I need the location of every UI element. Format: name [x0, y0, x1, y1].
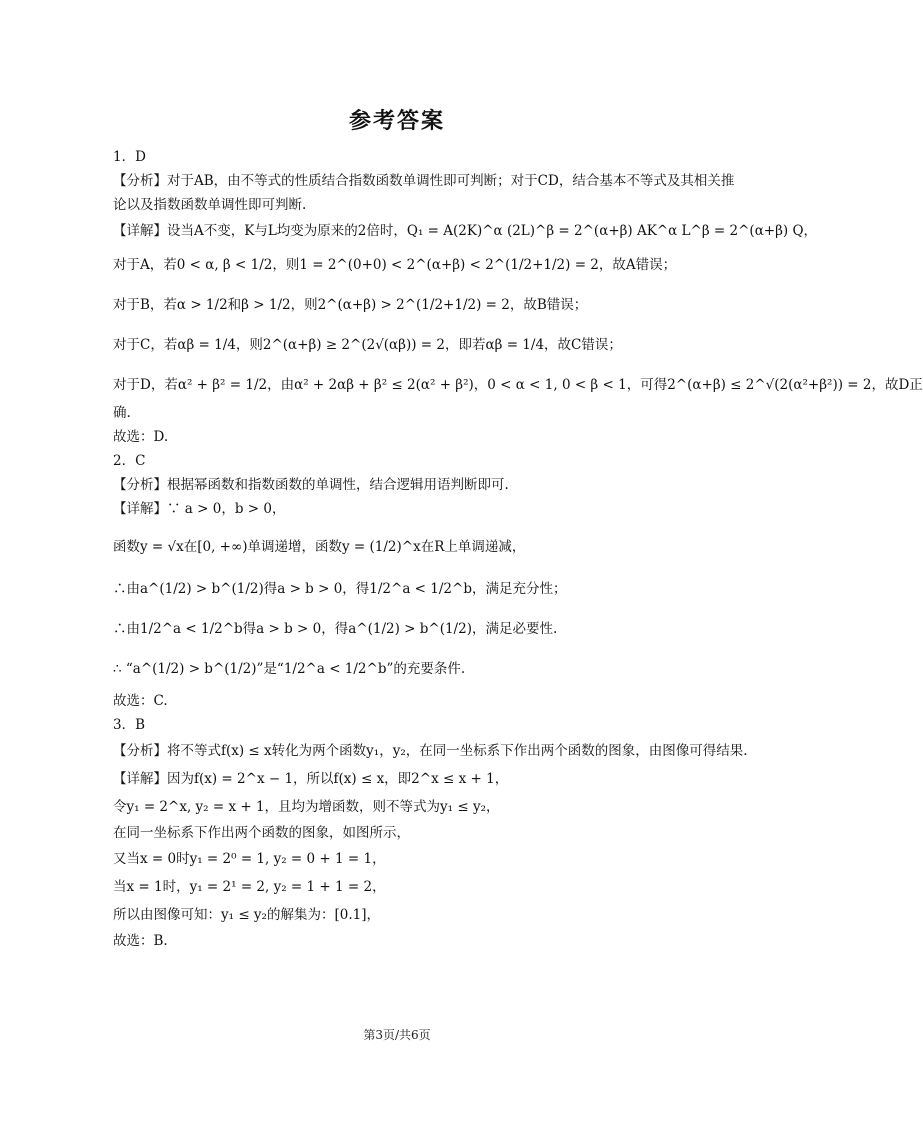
- answer-2-monotonic: 函数y = √x在[0, +∞)单调递增，函数y = (1/2)^x在R上单调递减，: [113, 539, 526, 555]
- answer-3-functions: 令y₁ = 2^x, y₂ = x + 1，且均为增函数，则不等式为y₁ ≤ y₂，: [113, 799, 500, 815]
- answer-1-option-b: 对于B，若α > 1/2和β > 1/2，则2^(α+β) > 2^(1/2+1/2) = 2，故B错误；: [113, 297, 588, 313]
- answer-3-analysis: 【分析】将不等式f(x) ≤ x转化为两个函数y₁，y₂，在同一坐标系下作出两个函数的图象，由图像可得结果.: [113, 743, 748, 759]
- answer-3-choice: 故选：B.: [113, 933, 168, 949]
- answer-1-analysis-cont: 论以及指数函数单调性即可判断.: [113, 197, 307, 213]
- answer-1-choice: 故选：D.: [113, 429, 169, 445]
- answer-3-x1: 当x = 1时，y₁ = 2¹ = 2, y₂ = 1 + 1 = 2，: [113, 879, 386, 895]
- answer-3-heading: 3．B: [113, 717, 146, 733]
- answer-3-solution: 所以由图像可知：y₁ ≤ y₂的解集为：[0.1]，: [113, 907, 380, 923]
- answer-1-heading: 1．D: [113, 149, 146, 165]
- answer-1-option-d-cont: 确.: [113, 405, 131, 421]
- answer-3-graph-note: 在同一坐标系下作出两个函数的图象，如图所示，: [113, 825, 410, 841]
- answer-1-option-a: 对于A，若0 < α, β < 1/2，则1 = 2^(0+0) < 2^(α+β) < 2^(1/2+1/2) = 2，故A错误；: [113, 257, 677, 273]
- answer-1-detail: 【详解】设当A不变，K与L均变为原来的2倍时，Q₁ = A(2K)^α (2L)^β = 2^(α+β) AK^α L^β = 2^(α+β) Q，: [113, 223, 818, 239]
- answer-3-x0: 又当x = 0时y₁ = 2⁰ = 1, y₂ = 0 + 1 = 1，: [113, 851, 386, 867]
- answer-1-option-c: 对于C，若αβ = 1/4，则2^(α+β) ≥ 2^(2√(αβ)) = 2，即若αβ = 1/4，故C错误；: [113, 337, 622, 353]
- answer-2-conclusion: ∴ “a^(1/2) > b^(1/2)”是“1/2^a < 1/2^b”的充要条件.: [113, 661, 466, 677]
- page-number: 第3页/共6页: [363, 1028, 431, 1042]
- answer-2-necessity: ∴由1/2^a < 1/2^b得a > b > 0，得a^(1/2) > b^(1/2)，满足必要性.: [113, 621, 558, 637]
- answer-2-heading: 2．C: [113, 453, 146, 469]
- answer-1-analysis: 【分析】对于AB，由不等式的性质结合指数函数单调性即可判断；对于CD，结合基本不等式及其相关推: [113, 173, 735, 189]
- answer-2-detail: 【详解】∵ a > 0，b > 0，: [113, 501, 286, 517]
- answer-2-choice: 故选：C.: [113, 693, 168, 709]
- answer-2-analysis: 【分析】根据幂函数和指数函数的单调性，结合逻辑用语判断即可.: [113, 477, 509, 493]
- page-title: 参考答案: [348, 108, 445, 134]
- answer-3-detail: 【详解】因为f(x) = 2^x − 1，所以f(x) ≤ x，即2^x ≤ x + 1，: [113, 771, 509, 787]
- answer-1-option-d: 对于D，若α² + β² = 1/2，由α² + 2αβ + β² ≤ 2(α² + β²)，0 < α < 1, 0 < β < 1，可得2^(α+β) ≤ 2^√(2(α²+β²)) = 2，故D正: [113, 377, 923, 393]
- answer-2-sufficiency: ∴由a^(1/2) > b^(1/2)得a > b > 0，得1/2^a < 1/2^b，满足充分性；: [113, 581, 567, 597]
